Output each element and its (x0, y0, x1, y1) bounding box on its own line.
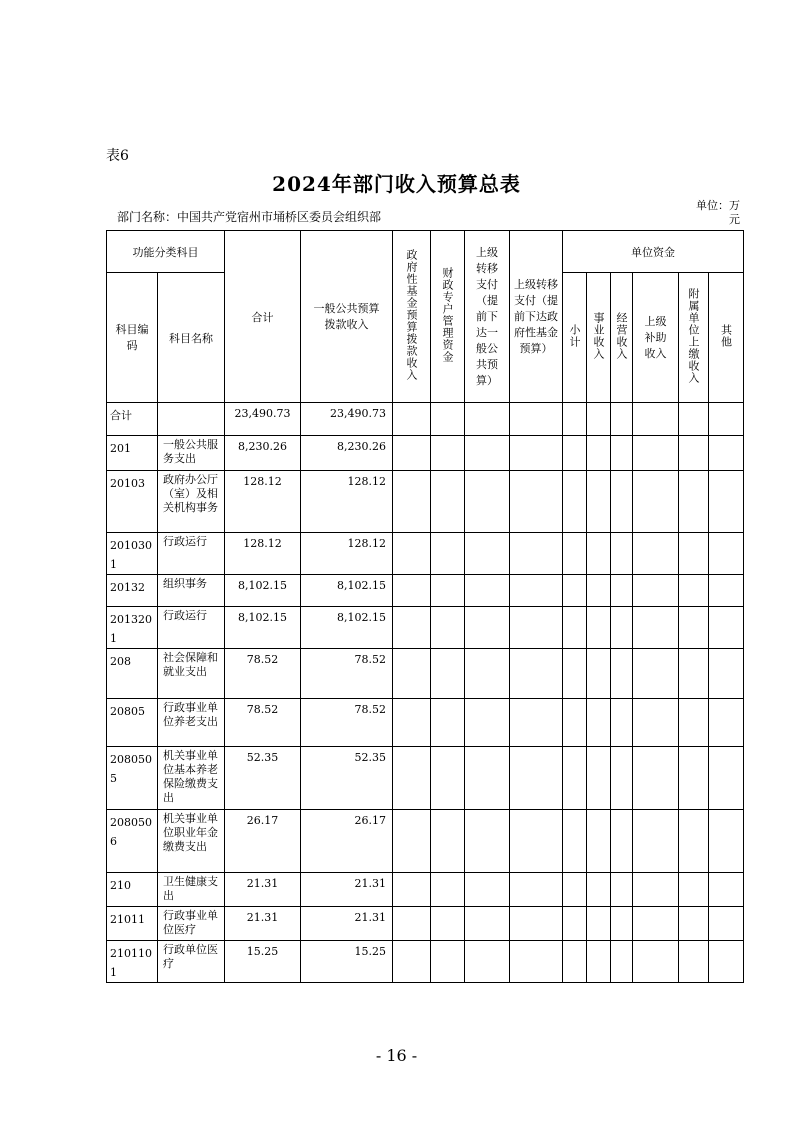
empty-cell (611, 907, 633, 941)
empty-cell (633, 471, 679, 533)
empty-cell (393, 607, 431, 649)
empty-cell (709, 607, 744, 649)
table-row (107, 810, 744, 873)
empty-cell (709, 533, 744, 575)
empty-cell (709, 810, 744, 873)
empty-cell (431, 649, 465, 699)
affiliated-income-header: 附属单位上缴收入 (679, 273, 709, 403)
row-total: 26.17 (225, 810, 301, 873)
empty-cell (510, 436, 563, 471)
empty-cell (431, 941, 465, 983)
row-name: 行政事业单位养老支出 (158, 699, 225, 747)
empty-cell (393, 649, 431, 699)
empty-cell (510, 699, 563, 747)
empty-cell (510, 747, 563, 810)
table-row (107, 575, 744, 607)
empty-cell (510, 607, 563, 649)
empty-cell (465, 607, 510, 649)
empty-cell (679, 403, 709, 436)
empty-cell (587, 649, 611, 699)
budget-table (106, 230, 744, 983)
empty-cell (563, 575, 587, 607)
row-name: 行政运行 (158, 533, 225, 575)
empty-cell (431, 699, 465, 747)
row-code: 21011 (107, 907, 158, 941)
empty-cell (563, 403, 587, 436)
empty-cell (587, 533, 611, 575)
empty-cell (633, 699, 679, 747)
table-row (107, 607, 744, 649)
empty-cell (510, 810, 563, 873)
empty-cell (611, 941, 633, 983)
empty-cell (633, 436, 679, 471)
empty-cell (587, 873, 611, 907)
empty-cell (611, 471, 633, 533)
table-row (107, 533, 744, 575)
row-name: 行政事业单位医疗 (158, 907, 225, 941)
empty-cell (465, 471, 510, 533)
empty-cell (393, 941, 431, 983)
table-row (107, 471, 744, 533)
empty-cell (679, 747, 709, 810)
row-total: 78.52 (225, 649, 301, 699)
row-total: 15.25 (225, 941, 301, 983)
page-title: 2024年部门收入预算总表 (272, 172, 521, 196)
empty-cell (611, 575, 633, 607)
empty-cell (510, 941, 563, 983)
table-row (107, 941, 744, 983)
empty-cell (465, 403, 510, 436)
row-general-budget: 128.12 (301, 471, 393, 533)
empty-cell (431, 436, 465, 471)
empty-cell (393, 747, 431, 810)
row-general-budget: 15.25 (301, 941, 393, 983)
special-account-header: 财政专户管理资金 (431, 231, 465, 403)
empty-cell (679, 436, 709, 471)
unit-label: 单位：万元 (696, 199, 740, 226)
empty-cell (679, 907, 709, 941)
empty-cell (563, 747, 587, 810)
row-general-budget: 78.52 (301, 699, 393, 747)
row-code: 201 (107, 436, 158, 471)
empty-cell (709, 649, 744, 699)
row-general-budget: 128.12 (301, 533, 393, 575)
department-name: 中国共产党宿州市埇桥区委员会组织部 (177, 210, 382, 224)
empty-cell (679, 575, 709, 607)
empty-cell (587, 907, 611, 941)
empty-cell (679, 533, 709, 575)
empty-cell (563, 941, 587, 983)
empty-cell (563, 699, 587, 747)
operating-income-header: 经营收入 (611, 273, 633, 403)
empty-cell (709, 873, 744, 907)
row-code: 20132 (107, 575, 158, 607)
empty-cell (633, 533, 679, 575)
empty-cell (611, 699, 633, 747)
empty-cell (587, 471, 611, 533)
row-total: 8,102.15 (225, 607, 301, 649)
empty-cell (431, 747, 465, 810)
row-general-budget: 8,102.15 (301, 575, 393, 607)
empty-cell (709, 436, 744, 471)
empty-cell (633, 810, 679, 873)
empty-cell (709, 403, 744, 436)
table-row (107, 649, 744, 699)
row-code: 210 (107, 873, 158, 907)
unit-funds-header: 单位资金 (563, 231, 744, 273)
row-code: 208 (107, 649, 158, 699)
row-code: 合计 (107, 403, 158, 436)
empty-cell (563, 436, 587, 471)
empty-cell (510, 403, 563, 436)
department-line (117, 208, 381, 225)
empty-cell (679, 941, 709, 983)
empty-cell (587, 747, 611, 810)
empty-cell (563, 810, 587, 873)
row-general-budget: 21.31 (301, 907, 393, 941)
empty-cell (709, 941, 744, 983)
empty-cell (563, 607, 587, 649)
row-code: 2101101 (107, 941, 158, 983)
row-general-budget: 8,230.26 (301, 436, 393, 471)
empty-cell (611, 436, 633, 471)
empty-cell (393, 810, 431, 873)
empty-cell (431, 607, 465, 649)
empty-cell (563, 649, 587, 699)
row-general-budget: 78.52 (301, 649, 393, 699)
empty-cell (679, 649, 709, 699)
empty-cell (709, 699, 744, 747)
empty-cell (587, 810, 611, 873)
subtotal-header: 小计 (563, 273, 587, 403)
row-general-budget: 52.35 (301, 747, 393, 810)
empty-cell (611, 873, 633, 907)
upper-fund-header: 上级转移支付（提前下达政府性基金预算） (510, 231, 563, 403)
empty-cell (510, 873, 563, 907)
empty-cell (563, 533, 587, 575)
row-total: 78.52 (225, 699, 301, 747)
empty-cell (611, 649, 633, 699)
empty-cell (563, 873, 587, 907)
empty-cell (465, 575, 510, 607)
row-code: 2080506 (107, 810, 158, 873)
business-income-header: 事业收入 (587, 273, 611, 403)
empty-cell (393, 471, 431, 533)
empty-cell (709, 471, 744, 533)
other-income-header: 其他 (709, 273, 744, 403)
empty-cell (633, 575, 679, 607)
table-label: 表6 (106, 148, 129, 164)
row-total: 21.31 (225, 907, 301, 941)
row-code: 2080505 (107, 747, 158, 810)
empty-cell (587, 436, 611, 471)
empty-cell (431, 575, 465, 607)
empty-cell (679, 810, 709, 873)
empty-cell (633, 747, 679, 810)
func-group-header: 功能分类科目 (107, 231, 225, 273)
row-name: 机关事业单位职业年金缴费支出 (158, 810, 225, 873)
empty-cell (679, 873, 709, 907)
empty-cell (510, 533, 563, 575)
empty-cell (611, 747, 633, 810)
subsidy-income-header: 上级补助收入 (633, 273, 679, 403)
row-code: 20805 (107, 699, 158, 747)
empty-cell (587, 607, 611, 649)
row-general-budget: 8,102.15 (301, 607, 393, 649)
empty-cell (679, 607, 709, 649)
row-name: 行政运行 (158, 607, 225, 649)
upper-general-header: 上级转移支付（提前下达一般公共预算） (465, 231, 510, 403)
empty-cell (611, 403, 633, 436)
empty-cell (431, 810, 465, 873)
empty-cell (431, 873, 465, 907)
empty-cell (431, 533, 465, 575)
row-general-budget: 23,490.73 (301, 403, 393, 436)
empty-cell (587, 941, 611, 983)
row-code: 2013201 (107, 607, 158, 649)
row-general-budget: 21.31 (301, 873, 393, 907)
empty-cell (465, 810, 510, 873)
empty-cell (431, 471, 465, 533)
name-header: 科目名称 (158, 273, 225, 403)
empty-cell (393, 907, 431, 941)
gov-fund-header: 政府性基金预算拨款收入 (393, 231, 431, 403)
row-name: 卫生健康支出 (158, 873, 225, 907)
empty-cell (611, 533, 633, 575)
empty-cell (679, 699, 709, 747)
empty-cell (587, 699, 611, 747)
empty-cell (393, 436, 431, 471)
row-name (158, 403, 225, 436)
empty-cell (393, 533, 431, 575)
code-header: 科目编码 (107, 273, 158, 403)
general-budget-header: 一般公共预算拨款收入 (301, 231, 393, 403)
table-row (107, 747, 744, 810)
empty-cell (393, 873, 431, 907)
table-row (107, 907, 744, 941)
empty-cell (679, 471, 709, 533)
row-total: 21.31 (225, 873, 301, 907)
table-row (107, 873, 744, 907)
row-total: 8,102.15 (225, 575, 301, 607)
department-label: 部门名称： (117, 210, 178, 224)
empty-cell (633, 403, 679, 436)
row-total: 128.12 (225, 533, 301, 575)
page-number: - 16 - (375, 1046, 418, 1065)
empty-cell (587, 403, 611, 436)
row-total: 52.35 (225, 747, 301, 810)
empty-cell (633, 941, 679, 983)
empty-cell (431, 403, 465, 436)
row-total: 23,490.73 (225, 403, 301, 436)
row-name: 组织事务 (158, 575, 225, 607)
empty-cell (633, 607, 679, 649)
empty-cell (611, 607, 633, 649)
row-general-budget: 26.17 (301, 810, 393, 873)
row-code: 20103 (107, 471, 158, 533)
empty-cell (465, 747, 510, 810)
empty-cell (465, 649, 510, 699)
empty-cell (465, 941, 510, 983)
row-total: 128.12 (225, 471, 301, 533)
empty-cell (393, 403, 431, 436)
empty-cell (465, 533, 510, 575)
total-header: 合计 (225, 231, 301, 403)
empty-cell (465, 907, 510, 941)
empty-cell (465, 873, 510, 907)
empty-cell (465, 699, 510, 747)
empty-cell (431, 907, 465, 941)
empty-cell (563, 471, 587, 533)
empty-cell (709, 747, 744, 810)
empty-cell (393, 699, 431, 747)
empty-cell (633, 649, 679, 699)
empty-cell (633, 873, 679, 907)
empty-cell (633, 907, 679, 941)
row-name: 政府办公厅（室）及相关机构事务 (158, 471, 225, 533)
table-row (107, 403, 744, 436)
empty-cell (510, 649, 563, 699)
table-row (107, 436, 744, 471)
empty-cell (393, 575, 431, 607)
empty-cell (510, 471, 563, 533)
row-name: 社会保障和就业支出 (158, 649, 225, 699)
row-name: 机关事业单位基本养老保险缴费支出 (158, 747, 225, 810)
empty-cell (563, 907, 587, 941)
row-name: 一般公共服务支出 (158, 436, 225, 471)
row-code: 2010301 (107, 533, 158, 575)
empty-cell (465, 436, 510, 471)
empty-cell (587, 575, 611, 607)
empty-cell (709, 575, 744, 607)
empty-cell (611, 810, 633, 873)
empty-cell (709, 907, 744, 941)
row-total: 8,230.26 (225, 436, 301, 471)
row-name: 行政单位医疗 (158, 941, 225, 983)
empty-cell (510, 575, 563, 607)
empty-cell (510, 907, 563, 941)
table-row (107, 699, 744, 747)
